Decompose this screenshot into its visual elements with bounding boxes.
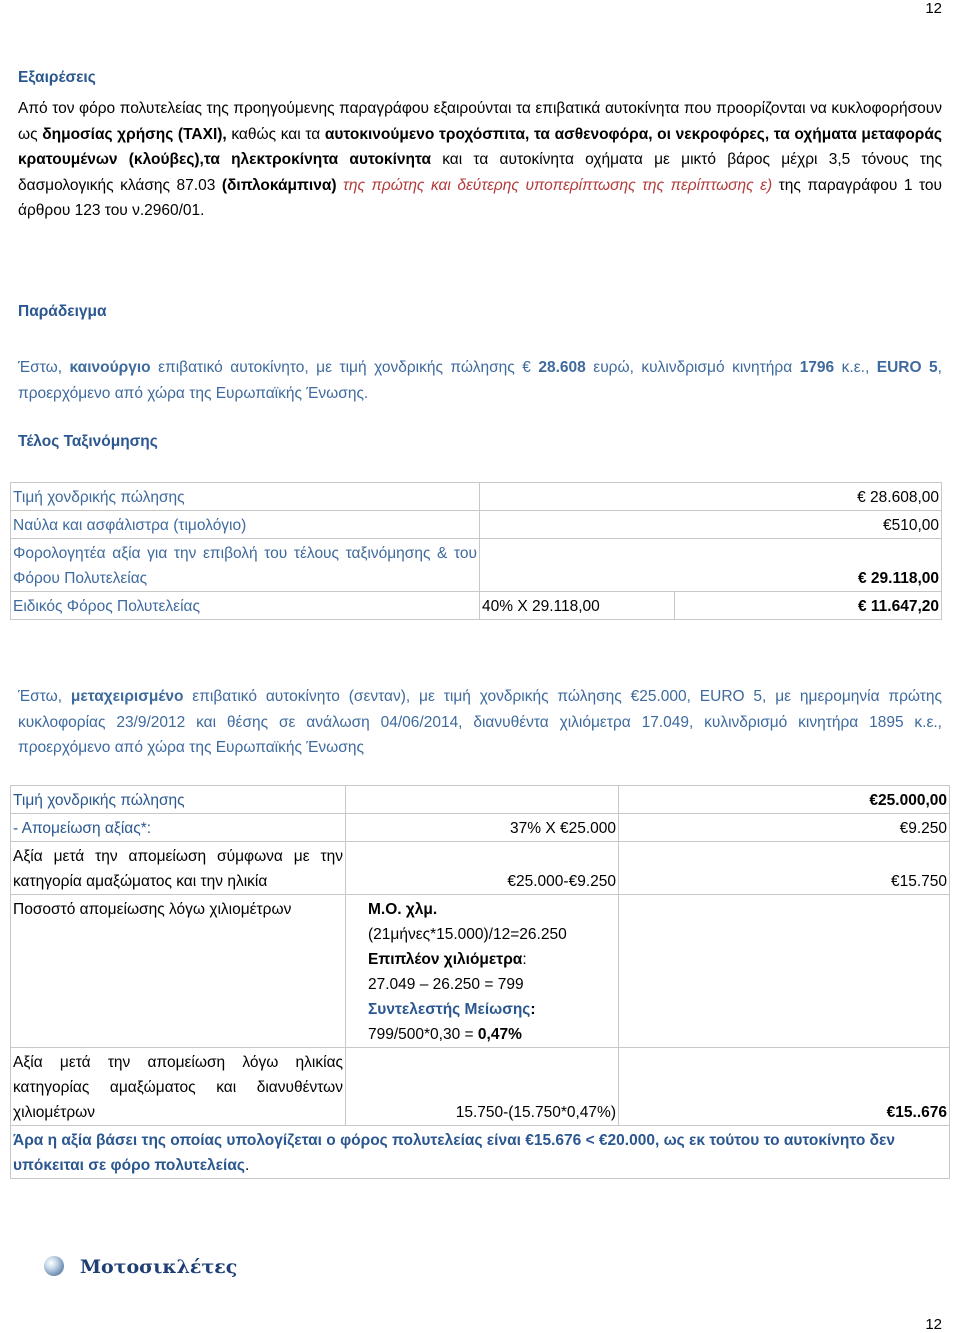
table-cell-formula: 37% Χ €25.000	[346, 814, 619, 842]
table-cell-formula: €25.000-€9.250	[346, 842, 619, 895]
table-row	[11, 483, 942, 511]
reduction-formula-line	[368, 1022, 616, 1047]
example-text-cc: 1796	[799, 359, 835, 376]
used-car-text-c: επιβατικό αυτοκίνητο (σενταν), με τιμή χονδρικής πώλησης €25.000, EURO 5, με ημερομηνία πρώτης κυκλοφορίας 23/9/2012 και θέσης σε ανάλωση 04/06/2014, διανυθέντα χιλιόμετρα 17.049, κυλινδρισμό κινητήρα 1895 κ.ε., προερχόμενο από χώρα της Ευρωπαϊκής Ένωσης	[18, 688, 943, 756]
bullet-sphere-icon	[44, 1256, 64, 1276]
conclusion-period: .	[244, 1157, 250, 1174]
example-text-c: επιβατικό αυτοκίνητο, με τιμή χονδρικής πώλησης €	[150, 359, 539, 376]
extra-km-line	[368, 947, 616, 972]
table-cell-label: Ναύλα και ασφάλιστρα (τιμολόγιο)	[11, 511, 480, 539]
page-number-top: 12	[925, 0, 942, 17]
reduction-factor-colon: :	[530, 1001, 536, 1018]
used-car-text-used: μεταχειρισμένο	[70, 688, 184, 705]
km-avg-label: Μ.Ο. χλμ.	[368, 901, 438, 918]
table-row	[11, 842, 950, 895]
exceptions-paragraph	[18, 96, 942, 224]
table-cell-label: Φορολογητέα αξία για την επιβολή του τέλους ταξινόμησης & του Φόρου Πολυτελείας	[11, 539, 480, 592]
table-row	[11, 1048, 950, 1126]
table-row	[11, 786, 950, 814]
classification-heading: Τέλος Ταξινόμησης	[18, 433, 158, 450]
table-cell-value: €15.750	[619, 842, 950, 895]
table-cell-value: €510,00	[480, 511, 942, 539]
exceptions-text-red: της πρώτης και δεύτερης υποπερίπτωσης της περίπτωσης ε)	[336, 176, 773, 194]
example-heading: Παράδειγμα	[18, 303, 107, 320]
exceptions-text-bold-2: αυτοκινούμενο τροχόσπιτα, τα ασθενοφόρα, οι νεκροφόρες, τα οχήματα μεταφοράς κρατουμένων (κλούβες),τα ηλεκτροκίνητα αυτοκίνητα	[18, 125, 942, 168]
exceptions-text-2: καθώς και τα	[226, 125, 325, 143]
table-row	[11, 1126, 950, 1179]
table-cell-value: €9.250	[619, 814, 950, 842]
reduction-factor-label: Συντελεστής Μείωσης	[368, 1001, 531, 1018]
table-cell-label: - Απομείωση αξίας*:	[11, 814, 346, 842]
table-cell-label: Τιμή χονδρικής πώλησης	[11, 786, 346, 814]
example-text-price: 28.608	[538, 359, 586, 376]
table-row	[11, 511, 942, 539]
used-car-text-a: Έστω,	[18, 688, 71, 705]
table-cell-value: € 11.647,20	[675, 592, 942, 620]
table-cell-km-calc	[346, 895, 619, 1048]
table-cell-value: € 29.118,00	[480, 539, 942, 592]
page-number-bottom: 12	[925, 1316, 942, 1333]
exceptions-heading	[18, 69, 96, 87]
table-cell-value: € 28.608,00	[480, 483, 942, 511]
motorcycles-heading: Μοτοσικλέτες	[80, 1256, 238, 1278]
used-car-table	[10, 785, 950, 1179]
table-cell-formula: 15.750-(15.750*0,47%)	[346, 1048, 619, 1126]
table-cell-label: Αξία μετά την απομείωση λόγω ηλικίας κατηγορίας αμαξώματος και διανυθέντων χιλιομέτρων	[11, 1048, 346, 1126]
example-text-euro: EURO 5	[876, 359, 938, 376]
conclusion-text: Άρα η αξία βάσει της οποίας υπολογίζεται ο φόρος πολυτελείας είναι €15.676 < €20.000, ως εκ τούτου το αυτοκίνητο δεν υπόκειται σε φόρο πολυτελείας	[13, 1132, 896, 1174]
example-text-g: κ.ε.,	[834, 359, 877, 376]
table-cell-formula	[346, 786, 619, 814]
exceptions-text-3: και τα αυτοκίνητα οχήματα με μικτό βάρος μέχρι 3,5 τόνους της δασμολογικής κλάσης 87.03	[18, 151, 942, 194]
table-row	[11, 814, 950, 842]
used-car-paragraph	[18, 684, 942, 761]
reduction-factor-result: 0,47%	[477, 1026, 522, 1043]
extra-km-label: Επιπλέον χιλιόμετρα	[368, 951, 523, 968]
table-cell-value: €25.000,00	[619, 786, 950, 814]
reduction-line	[368, 997, 616, 1022]
exceptions-text-bold-3: (διπλοκάμπινα)	[221, 176, 337, 194]
table-row	[11, 539, 942, 592]
example-text-e: ευρώ, κυλινδρισμό κινητήρα	[585, 359, 800, 376]
reduction-factor-formula: 799/500*0,30 =	[368, 1026, 478, 1043]
example-text-new: καινούργιο	[69, 359, 151, 376]
example-text-i: , προερχόμενο από χώρα της Ευρωπαϊκής Ένωσης.	[18, 359, 942, 402]
extra-km-colon: :	[522, 951, 527, 968]
exceptions-text-bold-1: δημοσίας χρήσης (TAXI),	[42, 125, 227, 143]
example-text-a: Έστω,	[18, 359, 70, 376]
table-cell-label: Ειδικός Φόρος Πολυτελείας	[11, 592, 480, 620]
table-row	[11, 895, 950, 1048]
classification-table	[10, 482, 942, 620]
example-paragraph	[18, 355, 942, 406]
km-avg-formula: (21μήνες*15.000)/12=26.250	[368, 926, 567, 943]
table-cell-formula: 40% Χ 29.118,00	[480, 592, 675, 620]
exceptions-text-1: Από τον φόρο πολυτελείας της προηγούμενης παραγράφου εξαιρούνται τα επιβατικά αυτοκίνητα που προορίζονται να κυκλοφορήσουν ως	[18, 100, 942, 143]
table-cell-label: Αξία μετά την απομείωση σύμφωνα με την κατηγορία αμαξώματος και την ηλικία	[11, 842, 346, 895]
table-cell-value: €15..676	[619, 1048, 950, 1126]
table-row	[11, 592, 942, 620]
exceptions-text-4: της παραγράφου 1 του άρθρου 123 του ν.2960/01.	[18, 176, 943, 219]
table-cell-empty	[619, 895, 950, 1048]
extra-km-formula: 27.049 – 26.250 = 799	[368, 976, 524, 993]
conclusion-cell	[11, 1126, 950, 1179]
table-cell-label: Τιμή χονδρικής πώλησης	[11, 483, 480, 511]
table-cell-label: Ποσοστό απομείωσης λόγω χιλιομέτρων	[11, 895, 346, 1048]
exceptions-heading-text: Εξαιρέσεις	[18, 69, 96, 86]
